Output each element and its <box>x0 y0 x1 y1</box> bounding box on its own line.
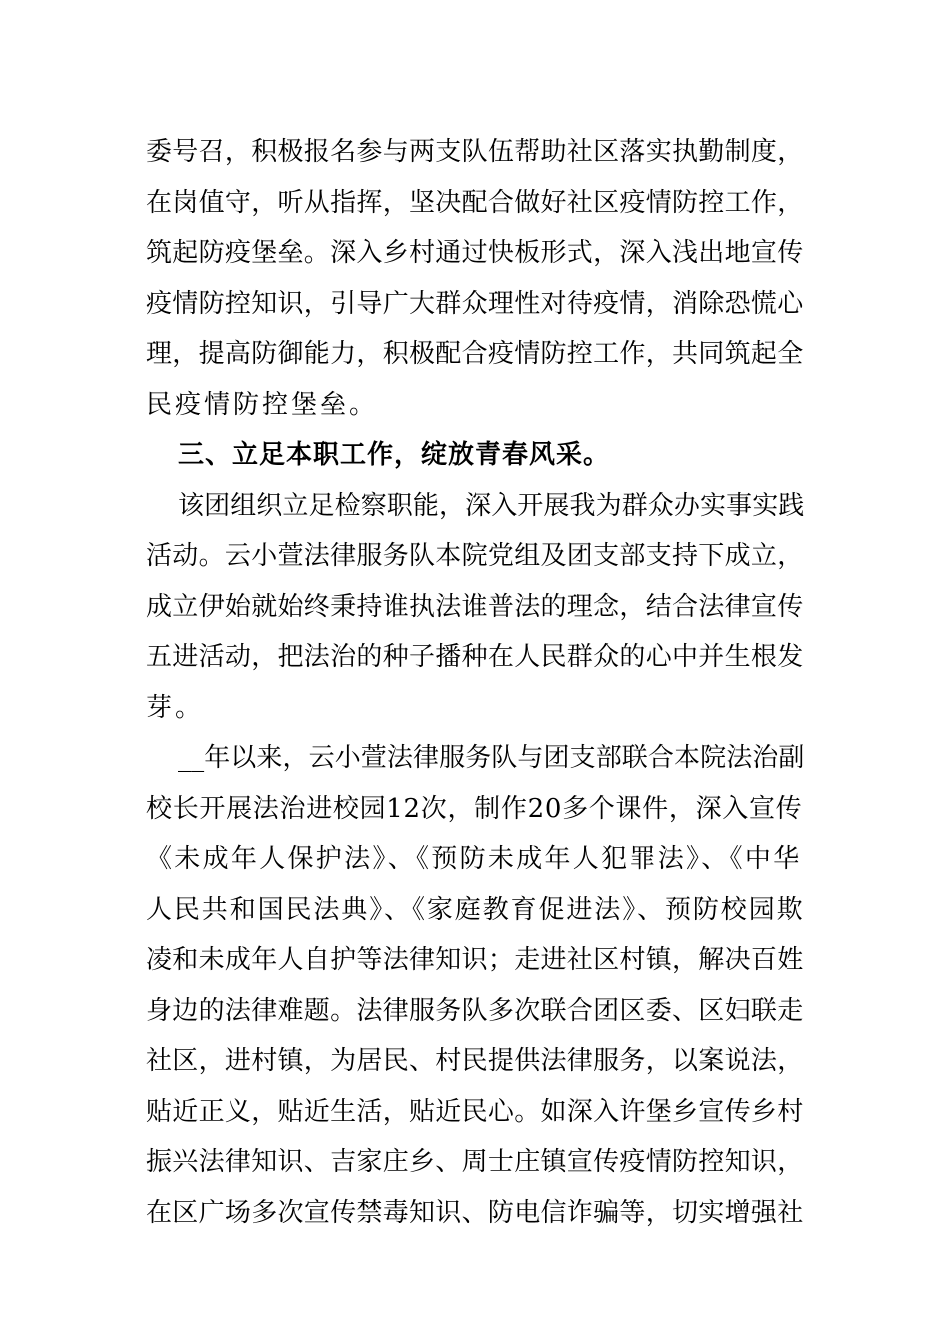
section-heading: 三、立足本职工作，绽放青春风采。 <box>178 440 611 470</box>
text-line: 疫情防控知识，引导广大群众理性对待疫情，消除恐慌心 <box>146 289 804 319</box>
text-line: 贴近正义，贴近生活，贴近民心。如深入许堡乡宣传乡村 <box>146 1097 804 1127</box>
text-line: 身边的法律难题。法律服务队多次联合团区委、区妇联走 <box>146 996 804 1026</box>
text-line: 振兴法律知识、吉家庄乡、周士庄镇宣传疫情防控知识， <box>146 1147 804 1177</box>
text-line: __年以来，云小萱法律服务队与团支部联合本院法治副 <box>178 743 805 773</box>
text-line: 委号召，积极报名参与两支队伍帮助社区落实执勤制度， <box>146 137 804 167</box>
text-line: 在区广场多次宣传禁毒知识、防电信诈骗等，切实增强社 <box>146 1198 804 1228</box>
text-line: 该团组织立足检察职能，深入开展我为群众办实事实践 <box>178 491 805 521</box>
text-line: 《未成年人保护法》、《预防未成年人犯罪法》、《中华 <box>146 844 802 874</box>
text-line: 活动。云小萱法律服务队本院党组及团支部支持下成立， <box>146 541 804 571</box>
text-line: 校长开展法治进校园12次，制作20多个课件，深入宣传 <box>146 794 803 824</box>
text-line: 凌和未成年人自护等法律知识；走进社区村镇，解决百姓 <box>146 945 804 975</box>
text-line: 人民共和国民法典》、《家庭教育促进法》、预防校园欺 <box>146 895 805 925</box>
text-line: 民疫情防控堡垒。 <box>146 390 379 420</box>
text-line: 成立伊始就始终秉持谁执法谁普法的理念，结合法律宣传 <box>146 592 804 622</box>
text-line: 筑起防疫堡垒。深入乡村通过快板形式，深入浅出地宣传 <box>146 238 804 268</box>
text-line: 理，提高防御能力，积极配合疫情防控工作，共同筑起全 <box>146 339 804 369</box>
text-line: 社区，进村镇，为居民、村民提供法律服务，以案说法， <box>146 1046 804 1076</box>
text-line: 芽。 <box>146 693 205 723</box>
text-line: 五进活动，把法治的种子播种在人民群众的心中并生根发 <box>146 642 804 672</box>
text-line: 在岗值守，听从指挥，坚决配合做好社区疫情防控工作， <box>146 188 804 218</box>
